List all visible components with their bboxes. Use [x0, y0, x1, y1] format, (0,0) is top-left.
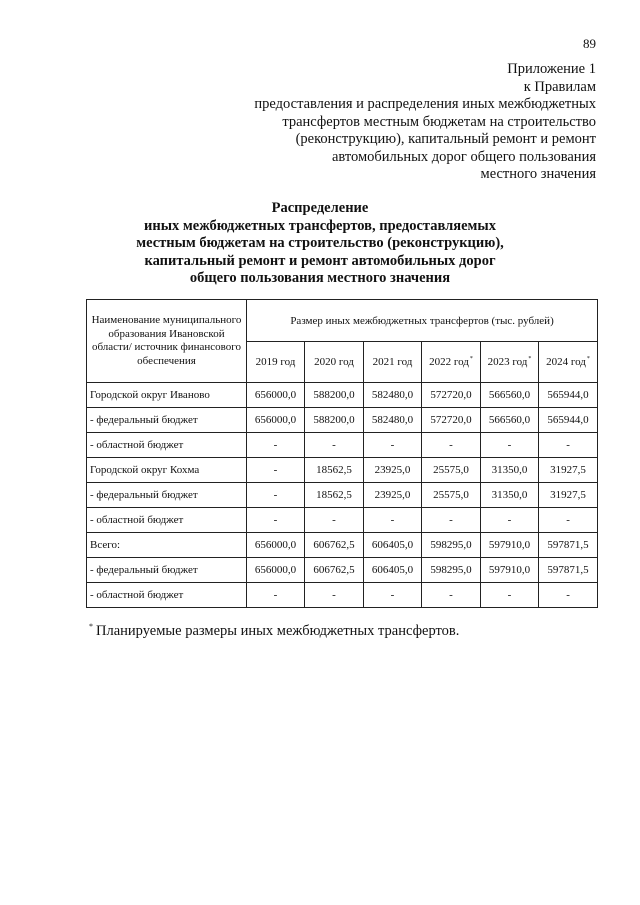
- row-label: Всего:: [87, 533, 247, 558]
- amount-cell: -: [481, 583, 539, 608]
- amount-cell: 565944,0: [539, 408, 598, 433]
- year-header: [305, 342, 364, 383]
- amount-cell: 588200,0: [305, 383, 364, 408]
- amount-cell: 31927,5: [539, 483, 598, 508]
- row-label: - федеральный бюджет: [87, 483, 247, 508]
- amount-cell: 597871,5: [539, 558, 598, 583]
- amount-cell: 598295,0: [422, 533, 481, 558]
- amount-cell: 566560,0: [481, 408, 539, 433]
- year-label: 2022 год: [429, 356, 469, 368]
- table-row: [87, 508, 598, 533]
- amount-cell: 606405,0: [364, 533, 422, 558]
- amount-cell: 18562,5: [305, 458, 364, 483]
- year-label: 2024 год: [546, 356, 586, 368]
- row-label: - областной бюджет: [87, 583, 247, 608]
- amount-cell: 656000,0: [247, 558, 305, 583]
- amount-cell: 597910,0: [481, 533, 539, 558]
- amount-cell: 25575,0: [422, 458, 481, 483]
- appendix-line: предоставления и распределения иных межбюджетных: [254, 96, 596, 112]
- transfer-amount-group-header: Размер иных межбюджетных трансфертов (тыс. рублей): [247, 300, 598, 342]
- row-label: - федеральный бюджет: [87, 558, 247, 583]
- amount-cell: -: [481, 433, 539, 458]
- table-row: [87, 558, 598, 583]
- municipality-column-header: Наименование муниципального образования Ивановской области/ источник финансового обеспечения: [87, 300, 247, 383]
- amount-cell: 23925,0: [364, 483, 422, 508]
- footnote-reference-mark: *: [528, 356, 532, 362]
- amount-cell: 656000,0: [247, 383, 305, 408]
- appendix-line: (реконструкцию), капитальный ремонт и ремонт: [295, 131, 596, 147]
- page-number: 89: [583, 36, 596, 51]
- table-row: [87, 408, 598, 433]
- document-title: [60, 200, 580, 288]
- amount-cell: -: [305, 508, 364, 533]
- appendix-header: [176, 61, 596, 184]
- row-label: - областной бюджет: [87, 433, 247, 458]
- row-label: Городской округ Кохма: [87, 458, 247, 483]
- amount-cell: 598295,0: [422, 558, 481, 583]
- amount-cell: -: [422, 583, 481, 608]
- amount-cell: -: [481, 508, 539, 533]
- year-label: 2020 год: [314, 356, 354, 368]
- appendix-line: местного значения: [480, 166, 596, 182]
- appendix-line: трансфертов местным бюджетам на строительство: [282, 113, 596, 130]
- table-row: [87, 383, 598, 408]
- amount-cell: -: [539, 583, 598, 608]
- appendix-line: к Правилам: [523, 78, 596, 95]
- amount-cell: 572720,0: [422, 383, 481, 408]
- amount-cell: -: [247, 458, 305, 483]
- table-row: [87, 583, 598, 608]
- footnote: [89, 622, 459, 640]
- amount-cell: 18562,5: [305, 483, 364, 508]
- amount-cell: -: [305, 433, 364, 458]
- year-header: [247, 342, 305, 383]
- amount-cell: -: [247, 508, 305, 533]
- amount-cell: -: [364, 508, 422, 533]
- year-header: [481, 342, 539, 383]
- amount-cell: -: [364, 433, 422, 458]
- table-row: [87, 483, 598, 508]
- amount-cell: -: [539, 508, 598, 533]
- title-line: местным бюджетам на строительство (реконструкцию),: [136, 235, 504, 251]
- amount-cell: 582480,0: [364, 408, 422, 433]
- table-body: [87, 383, 598, 608]
- amount-cell: 656000,0: [247, 533, 305, 558]
- amount-cell: 25575,0: [422, 483, 481, 508]
- year-label: 2019 год: [255, 356, 296, 368]
- year-label: 2023 год: [487, 356, 528, 368]
- amount-cell: 572720,0: [422, 408, 481, 433]
- amount-cell: 31350,0: [481, 458, 539, 483]
- amount-cell: 597871,5: [539, 533, 598, 558]
- title-line: Распределение: [271, 200, 369, 216]
- title-line: иных межбюджетных трансфертов, предоставляемых: [143, 217, 496, 234]
- amount-cell: 606405,0: [364, 558, 422, 583]
- amount-cell: 23925,0: [364, 458, 422, 483]
- amount-cell: 566560,0: [481, 383, 539, 408]
- table-row: [87, 533, 598, 558]
- row-label: - федеральный бюджет: [87, 408, 247, 433]
- amount-cell: -: [247, 483, 305, 508]
- footnote-mark: *: [89, 622, 93, 631]
- amount-cell: -: [247, 433, 305, 458]
- row-label: Городской округ Иваново: [87, 383, 247, 408]
- amount-cell: 606762,5: [305, 533, 364, 558]
- table-row: [87, 458, 598, 483]
- amount-cell: 588200,0: [305, 408, 364, 433]
- appendix-line: Приложение 1: [507, 61, 596, 77]
- year-header: [422, 342, 481, 383]
- amount-cell: 656000,0: [247, 408, 305, 433]
- amount-cell: 565944,0: [539, 383, 598, 408]
- year-label: 2021 год: [372, 356, 413, 368]
- table-row: [87, 433, 598, 458]
- transfers-table: [86, 299, 598, 608]
- footnote-reference-mark: *: [469, 356, 473, 362]
- amount-cell: 606762,5: [305, 558, 364, 583]
- amount-cell: 31927,5: [539, 458, 598, 483]
- appendix-line: автомобильных дорог общего пользования: [331, 148, 596, 165]
- year-header: [364, 342, 422, 383]
- row-label: - областной бюджет: [87, 508, 247, 533]
- amount-cell: -: [364, 583, 422, 608]
- amount-cell: -: [539, 433, 598, 458]
- title-line: капитальный ремонт и ремонт автомобильных дорог: [144, 252, 496, 269]
- year-header: [539, 342, 598, 383]
- footnote-text: Планируемые размеры иных межбюджетных трансфертов.: [96, 623, 460, 639]
- amount-cell: 597910,0: [481, 558, 539, 583]
- amount-cell: -: [422, 433, 481, 458]
- amount-cell: 582480,0: [364, 383, 422, 408]
- amount-cell: -: [422, 508, 481, 533]
- amount-cell: -: [305, 583, 364, 608]
- amount-cell: 31350,0: [481, 483, 539, 508]
- footnote-reference-mark: *: [586, 356, 590, 362]
- title-line: общего пользования местного значения: [189, 270, 451, 286]
- amount-cell: -: [247, 583, 305, 608]
